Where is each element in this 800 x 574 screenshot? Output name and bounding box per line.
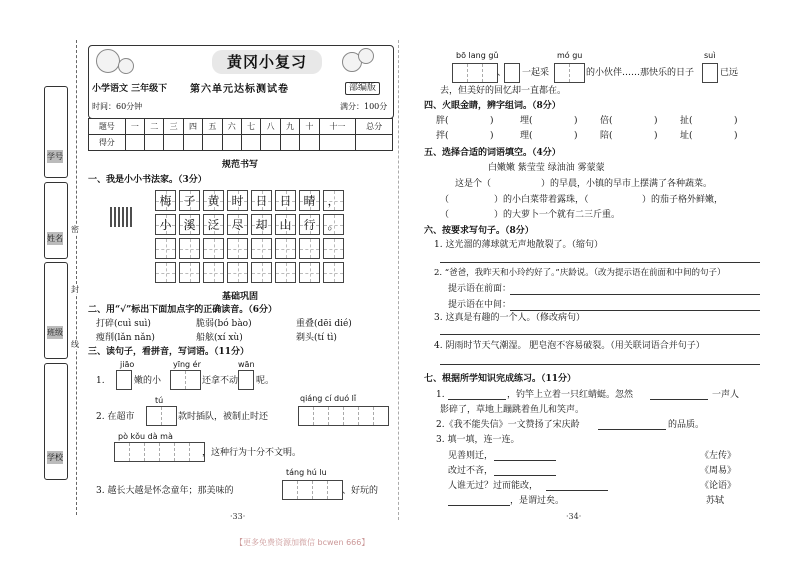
writing-cell[interactable]	[299, 262, 320, 283]
word-item[interactable]: 拌(	[436, 131, 449, 141]
grid-cell: ，	[323, 190, 344, 211]
pinyin: pò kǒu dà mà	[118, 432, 173, 441]
sentence-text: （	[440, 210, 450, 220]
writing-cell[interactable]	[179, 238, 200, 259]
question-4: 四、火眼金睛，辨字组词。（8分）	[424, 101, 561, 111]
score-header: 十	[300, 119, 319, 135]
paren: )	[734, 131, 738, 141]
name-box[interactable]	[44, 182, 68, 259]
score-cell[interactable]	[241, 135, 260, 151]
writing-cell[interactable]	[155, 238, 176, 259]
sentence-text: 还拿不动	[202, 376, 239, 386]
writing-cell[interactable]	[227, 262, 248, 283]
reading-item[interactable]: 剃头(tí tì)	[296, 333, 337, 343]
answer-box[interactable]	[702, 63, 718, 83]
brand-banner: 黄冈小复习	[212, 50, 322, 74]
sentence-text: 的小伙伴……那快乐的日子	[586, 68, 695, 78]
answer-box[interactable]	[298, 406, 389, 426]
balloon-icon	[358, 48, 374, 64]
paren: )	[654, 131, 658, 141]
score-cell[interactable]	[261, 135, 280, 151]
sentence-task: 4. 阴雨时节天气潮湿。 肥皂泡不容易破裂。（用关联词语合并句子）	[434, 341, 705, 351]
sentence-text: 、好玩的	[342, 486, 379, 496]
edition-badge: 部编版	[345, 82, 380, 95]
seal-char-feng: 封	[71, 285, 79, 294]
word-item[interactable]: 胖(	[436, 116, 449, 126]
writing-cell[interactable]	[299, 238, 320, 259]
writing-cell[interactable]	[251, 238, 272, 259]
answer-line[interactable]	[494, 460, 556, 461]
score-cell[interactable]	[125, 135, 144, 151]
answer-line[interactable]	[650, 399, 708, 400]
score-header: 十一	[319, 119, 356, 135]
balloon-icon	[118, 58, 134, 74]
score-header: 七	[241, 119, 260, 135]
reading-item[interactable]: 打碎(cuì suì)	[96, 319, 151, 329]
writing-cell[interactable]	[323, 238, 344, 259]
reading-item[interactable]: 重叠(dēi dié)	[296, 319, 352, 329]
question-1: 一、我是小小书法家。（3分）	[88, 175, 207, 185]
answer-line[interactable]	[598, 429, 666, 430]
score-cell[interactable]	[356, 135, 393, 151]
prompt-label: 提示语在中间：	[448, 300, 512, 310]
answer-box[interactable]	[170, 370, 201, 390]
match-left: 改过不吝，	[448, 466, 494, 476]
score-cell[interactable]	[319, 135, 356, 151]
answer-line[interactable]	[440, 262, 760, 263]
score-cell[interactable]	[222, 135, 241, 151]
answer-box[interactable]	[504, 63, 520, 83]
class-label: 班级	[47, 328, 63, 337]
grid-cell: 。	[323, 214, 344, 235]
sentence-text: 这是个（	[455, 179, 492, 189]
name-label: 姓名	[47, 234, 63, 243]
score-row-label: 得分	[89, 135, 126, 151]
writing-row-2[interactable]	[155, 262, 347, 283]
pinyin: yīng ér	[173, 360, 201, 369]
sentence-text: 1.	[436, 390, 445, 400]
sentence-task: 1. 这光溜的薄球就无声地散裂了。（缩句）	[434, 240, 603, 250]
pinyin: táng hú lu	[286, 468, 327, 477]
grid-cell: 黄	[203, 190, 224, 211]
class-box[interactable]	[44, 262, 68, 359]
pinyin: jiāo	[120, 360, 135, 369]
seal-char-mi: 密	[71, 225, 79, 234]
score-header: 题号	[89, 119, 126, 135]
word-item[interactable]: 理(	[520, 131, 533, 141]
score-header: 九	[280, 119, 299, 135]
sentence-text: 一声人	[712, 390, 740, 400]
answer-line[interactable]	[510, 294, 760, 295]
pinyin: suì	[704, 51, 716, 60]
sentence-text: 的品质。	[668, 420, 705, 430]
pinyin: wān	[238, 360, 255, 369]
word-item[interactable]: 倍(	[600, 116, 613, 126]
paren: )	[490, 116, 494, 126]
pinyin: bō lang gǔ	[456, 51, 499, 60]
subject-label: 小学语文 三年级下	[92, 84, 168, 94]
answer-line[interactable]	[440, 364, 760, 365]
word-item[interactable]: 陪(	[600, 131, 613, 141]
writing-cell[interactable]	[203, 262, 224, 283]
page-number-left: ·33·	[230, 512, 246, 521]
reading-item[interactable]: 瘦削(lǎn nǎn)	[96, 333, 155, 343]
word-bank: 白嫩嫩 紫莹莹 绿油油 雾蒙蒙	[488, 163, 605, 173]
grid-cell: 日	[275, 190, 296, 211]
writing-cell[interactable]	[227, 238, 248, 259]
section-writing: 规范书写	[222, 160, 259, 170]
paren: )	[574, 116, 578, 126]
match-right[interactable]: 《论语》	[700, 481, 737, 491]
prompt-label: 提示语在前面：	[448, 284, 512, 294]
writing-cell[interactable]	[323, 262, 344, 283]
match-left: 见善则迁，	[448, 451, 494, 461]
answer-line[interactable]	[494, 475, 556, 476]
reading-item[interactable]: 脆弱(bó bào)	[196, 319, 252, 329]
paren: )	[490, 131, 494, 141]
question-6: 六、按要求写句子。（8分）	[424, 226, 534, 236]
sentence-text: （	[440, 195, 450, 205]
score-header: 五	[203, 119, 222, 135]
paren: )	[734, 116, 738, 126]
grid-cell: 小	[155, 214, 176, 235]
watermark-text: 【更多免费资源加微信 bcwen 666】	[235, 538, 370, 547]
answer-line[interactable]	[448, 505, 510, 506]
writing-cell[interactable]	[275, 262, 296, 283]
pinyin: tú	[155, 396, 164, 405]
sentence-text: ，这种行为十分不文明。	[202, 448, 302, 458]
score-table	[88, 118, 393, 151]
answer-box[interactable]	[554, 63, 585, 83]
student-id-box[interactable]	[44, 86, 68, 178]
question-5: 五、选择合适的词语填空。（4分）	[424, 148, 561, 158]
score-header: 三	[164, 119, 183, 135]
binding-dashed-line	[76, 40, 77, 515]
writing-cell[interactable]	[179, 262, 200, 283]
grid-cell: 行	[299, 214, 320, 235]
question-3: 三、读句子，看拼音，写词语。（11分）	[88, 347, 250, 357]
sentence-text: 一起采	[522, 68, 550, 78]
writing-cell[interactable]	[203, 238, 224, 259]
sentence-text: 3. 越长大越是怀念童年；那美味的	[96, 486, 234, 496]
grid-cell: 却	[251, 214, 272, 235]
paren: )	[654, 116, 658, 126]
answer-box[interactable]	[116, 370, 132, 390]
sentence-text: 款时插队，被制止时还	[178, 412, 269, 422]
match-left: ，是谓过矣。	[510, 496, 565, 506]
grid-cell: 梅	[155, 190, 176, 211]
writing-cell[interactable]	[275, 238, 296, 259]
sentence-text: 嫩的小	[134, 376, 162, 386]
grid-cell: 子	[179, 190, 200, 211]
score-header: 二	[145, 119, 164, 135]
calligraphy-row-1	[155, 190, 347, 211]
grid-cell: 溪	[179, 214, 200, 235]
sentence-text: ）的大萝卜一个就有二三斤重。	[494, 210, 621, 220]
grid-cell: 日	[251, 190, 272, 211]
answer-box[interactable]	[452, 63, 498, 83]
answer-box[interactable]	[282, 480, 343, 500]
match-right[interactable]: 苏轼	[706, 496, 725, 506]
score-cell[interactable]	[300, 135, 319, 151]
sentence-text: 已远	[720, 68, 739, 78]
sentence-text: 1.	[96, 376, 105, 386]
writing-cell[interactable]	[251, 262, 272, 283]
paren: )	[574, 131, 578, 141]
sentence-text: ，钓竿上立着一只红蜻蜓。忽然	[507, 390, 634, 400]
writing-cell[interactable]	[155, 262, 176, 283]
exam-title: 第六单元达标测试卷	[190, 84, 289, 95]
score-cell[interactable]	[183, 135, 202, 151]
score-header: 一	[125, 119, 144, 135]
answer-line[interactable]	[510, 310, 760, 311]
sentence-task: 3. 这真是有趣的一个人。（修改病句）	[434, 313, 585, 323]
sentence-text: 、	[497, 68, 507, 78]
score-header: 六	[222, 119, 241, 135]
word-item[interactable]: 址(	[680, 131, 693, 141]
score-header: 八	[261, 119, 280, 135]
answer-line[interactable]	[448, 399, 506, 400]
grid-cell: 泛	[203, 214, 224, 235]
sentence-text: ）的早晨，小镇的早市上摆满了各种蔬菜。	[541, 179, 713, 189]
match-right[interactable]: 《周易》	[700, 466, 737, 476]
question-7: 七、根据所学知识完成练习。（11分）	[424, 374, 577, 384]
sentence-text: 3. 填一填，连一连。	[436, 435, 520, 445]
question-2: 二、用“√”标出下面加点字的正确读音。（6分）	[88, 305, 278, 315]
sentence-text: 去，但美好的回忆却一直都在。	[440, 86, 567, 96]
grid-cell: 山	[275, 214, 296, 235]
word-item[interactable]: 埋(	[520, 116, 533, 126]
student-id-label: 学号	[47, 152, 63, 161]
reading-item[interactable]: 船舷(xí xù)	[196, 333, 243, 343]
score-cell[interactable]	[145, 135, 164, 151]
sentence-task: 2. “爸爸，我昨天和小玲约好了。”庆龄说。（改为提示语在前面和中间的句子）	[434, 268, 726, 278]
score-cell[interactable]	[164, 135, 183, 151]
writing-row-1[interactable]	[155, 238, 347, 259]
match-right[interactable]: 《左传》	[700, 451, 737, 461]
word-item[interactable]: 扯(	[680, 116, 693, 126]
seal-char-xian: 线	[71, 340, 79, 349]
qr-code-icon	[110, 207, 132, 227]
school-label: 学校	[47, 453, 63, 462]
match-left: 人谁无过？过而能改，	[448, 481, 539, 491]
answer-line[interactable]	[440, 334, 760, 335]
answer-box[interactable]	[146, 406, 177, 426]
answer-box[interactable]	[238, 370, 254, 390]
score-cell[interactable]	[203, 135, 222, 151]
score-header: 总分	[356, 119, 393, 135]
page-divider	[398, 40, 399, 520]
sentence-text: 2.《我不能失信》一文赞扬了宋庆龄	[436, 420, 580, 430]
answer-line[interactable]	[546, 490, 608, 491]
full-score: 满分：100分	[340, 102, 388, 111]
sentence-text: ）的小白菜带着露珠，（	[494, 195, 589, 205]
balloon-icon	[96, 49, 120, 73]
sentence-text: 影碎了，草地上蹦跳着鱼儿和笑声。	[440, 405, 585, 415]
score-cell[interactable]	[280, 135, 299, 151]
sentence-text: 2. 在超市	[96, 412, 135, 422]
pinyin: qiáng cí duó lǐ	[300, 394, 357, 403]
score-header: 四	[183, 119, 202, 135]
sentence-text: 呢。	[256, 376, 275, 386]
sentence-text: ）的茄子格外鲜嫩，	[642, 195, 724, 205]
calligraphy-row-2	[155, 214, 347, 235]
pinyin: mó gu	[557, 51, 583, 60]
grid-cell: 晴	[299, 190, 320, 211]
grid-cell: 尽	[227, 214, 248, 235]
answer-box[interactable]	[114, 442, 205, 462]
section-basics: 基础巩固	[222, 292, 259, 302]
grid-cell: 时	[227, 190, 248, 211]
time-limit: 时间：60分钟	[92, 102, 143, 111]
page-number-right: ·34·	[566, 512, 582, 521]
